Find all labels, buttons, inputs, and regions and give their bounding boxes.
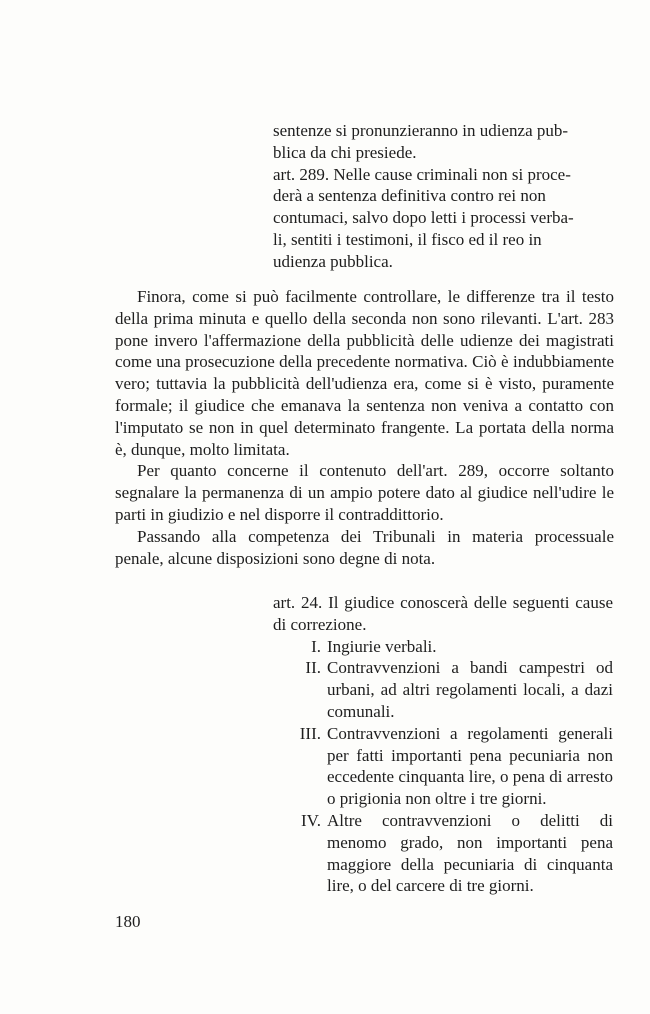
paragraph: Per quanto concerne il contenuto dell'art. 289, occorre soltanto segnalare la permanenza di un ampio potere dato al giudice nell'udire le parti in giudizio e nel disporre il contraddittorio. [115, 461, 614, 524]
list-item-text: Altre contravvenzioni o delitti di menomo grado, non importanti pena maggiore della pecuniaria di cinquanta lire, o del carcere di tre giorni. [327, 810, 613, 896]
quote-line: derà a sentenza definitiva contro rei non [273, 186, 546, 206]
list-numeral: II. [305, 658, 321, 678]
paragraph: Passando alla competenza dei Tribunali in materia processuale penale, alcune disposizioni sono degne di nota. [115, 526, 614, 568]
article-list [273, 636, 613, 898]
body-text [115, 286, 614, 569]
quote-line: contumaci, salvo dopo letti i processi verba- [273, 208, 574, 228]
list-item [273, 810, 613, 897]
list-item [273, 723, 613, 810]
list-item-text: Contravvenzioni a bandi campestri od urbani, ad altri regolamenti locali, a dazi comunali. [327, 658, 613, 721]
quote-line: art. 289. Nelle cause criminali non si proce- [273, 164, 571, 184]
page-number: 180 [115, 912, 141, 931]
quote-block-bottom [273, 592, 613, 897]
list-numeral: IV. [301, 810, 321, 830]
quote-line: udienza pubblica. [273, 251, 393, 271]
list-item-text: Ingiurie verbali. [327, 636, 437, 656]
list-numeral: III. [299, 723, 321, 743]
quote-line: li, sentiti i testimoni, il fisco ed il reo in [273, 229, 542, 249]
quote-line: sentenze si pronunzieranno in udienza pub- [273, 121, 569, 140]
list-item-text: Contravvenzioni a regolamenti generali per fatti importanti pena pecuniaria non eccedente cinquanta lire, o pena di arresto o prigionia non oltre i tre giorni. [327, 723, 613, 809]
quote-block-top [273, 120, 613, 273]
list-numeral: I. [311, 636, 321, 656]
article-intro: art. 24. Il giudice conoscerà delle seguenti cause di correzione. [273, 593, 613, 634]
list-item [273, 657, 613, 722]
quote-line: blica da chi presiede. [273, 142, 417, 162]
list-item [273, 636, 613, 658]
paragraph: Finora, come si può facilmente controllare, le differenze tra il testo della prima minuta e quello della seconda non sono rilevanti. L'art. 283 pone invero l'affermazione della pubblicità delle udienze dei magistrati come una prosecuzione della precedente normativa. Ciò è indubbiamente vero; tuttavia la pubblicità dell'udienza era, come si è visto, puramente formale; il giudice che emanava la sentenza non veniva a contatto con l'imputato se non in quel determinato frangente. La portata della norma è, dunque, molto limitata. [115, 287, 614, 459]
